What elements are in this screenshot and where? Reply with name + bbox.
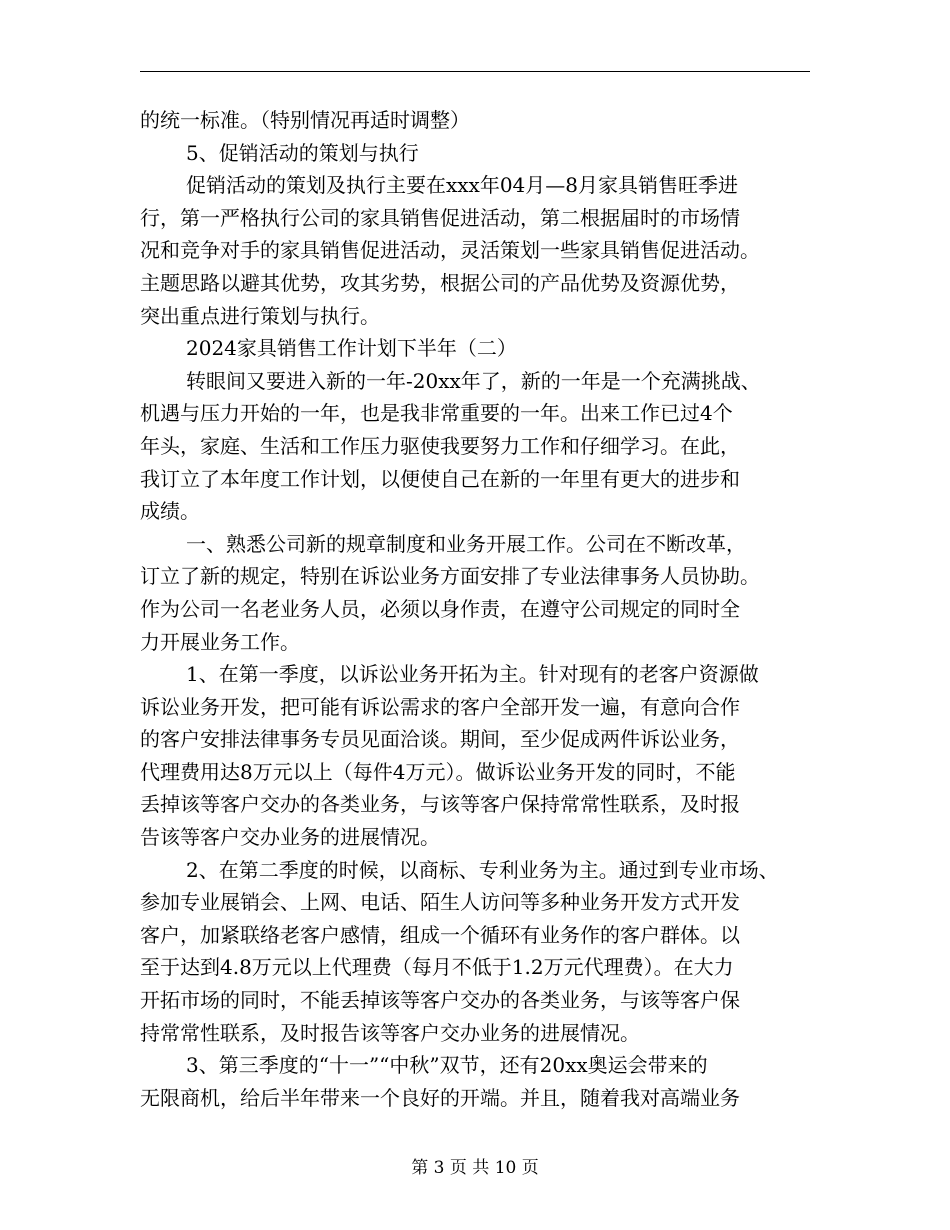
text-line: 转眼间又要进入新的一年-20xx年了，新的一年是一个充满挑战、 [186, 368, 761, 393]
text-line: 1、在第一季度，以诉讼业务开拓为主。针对现有的老客户资源做 [186, 662, 759, 687]
text-line: 的客户安排法律事务专员见面洽谈。期间，至少促成两件诉讼业务， [140, 727, 740, 752]
text-line: 开拓市场的同时，不能丢掉该等客户交办的各类业务，与该等客户保 [140, 988, 740, 1013]
text-line: 作为公司一名老业务人员，必须以身作责，在遵守公司规定的同时全 [140, 596, 740, 621]
text-line: 诉讼业务开发，把可能有诉讼需求的客户全部开发一遍，有意向合作 [140, 694, 740, 719]
text-line: 况和竞争对手的家具销售促进活动，灵活策划一些家具销售促进活动。 [140, 238, 760, 263]
text-line: 我订立了本年度工作计划，以便使自己在新的一年里有更大的进步和 [140, 466, 740, 491]
header-rule [140, 71, 810, 72]
text-line: 5、促销活动的策划与执行 [186, 140, 419, 165]
text-line: 的统一标准。（特别情况再适时调整） [140, 108, 470, 132]
text-line: 主题思路以避其优势，攻其劣势，根据公司的产品优势及资源优势， [140, 270, 740, 295]
text-line: 无限商机，给后半年带来一个良好的开端。并且，随着我对高端业务 [140, 1085, 740, 1110]
text-line: 持常常性联系，及时报告该等客户交办业务的进展情况。 [140, 1020, 640, 1045]
text-line: 2、在第二季度的时候，以商标、专利业务为主。通过到专业市场、 [186, 857, 779, 882]
text-line: 代理费用达8万元以上（每件4万元）。做诉讼业务开发的同时，不能 [140, 759, 736, 784]
text-line: 力开展业务工作。 [140, 629, 300, 654]
text-line: 告该等客户交办业务的进展情况。 [140, 825, 440, 850]
text-line: 促销活动的策划及执行主要在xxx年04月—8月家具销售旺季进 [186, 173, 739, 198]
text-line: 行，第一严格执行公司的家具销售促进活动，第二根据届时的市场情 [140, 205, 740, 230]
text-line: 至于达到4.8万元以上代理费（每月不低于1.2万元代理费）。在大力 [140, 955, 734, 980]
text-line: 成绩。 [140, 499, 200, 524]
text-line: 丢掉该等客户交办的各类业务，与该等客户保持常常性联系，及时报 [140, 792, 740, 817]
text-line: 参加专业展销会、上网、电话、陌生人访问等多种业务开发方式开发 [140, 890, 740, 915]
text-line: 突出重点进行策划与执行。 [140, 303, 380, 328]
text-line: 3、第三季度的“十一”“中秋”双节，还有20xx奥运会带来的 [186, 1053, 708, 1078]
text-line: 机遇与压力开始的一年，也是我非常重要的一年。出来工作已过4个 [140, 401, 733, 426]
text-line: 客户，加紧联络老客户感情，组成一个循环有业务作的客户群体。以 [140, 922, 740, 947]
text-line: 年头，家庭、生活和工作压力驱使我要努力工作和仔细学习。在此， [140, 433, 740, 458]
text-line: 2024家具销售工作计划下半年（二） [186, 336, 517, 361]
body-text [140, 104, 820, 1114]
text-line: 订立了新的规定，特别在诉讼业务方面安排了专业法律事务人员协助。 [140, 564, 760, 589]
text-line: 一、熟悉公司新的规章制度和业务开展工作。公司在不断改革， [186, 531, 746, 556]
page-footer: 第 3 页 共 10 页 [411, 1158, 539, 1178]
